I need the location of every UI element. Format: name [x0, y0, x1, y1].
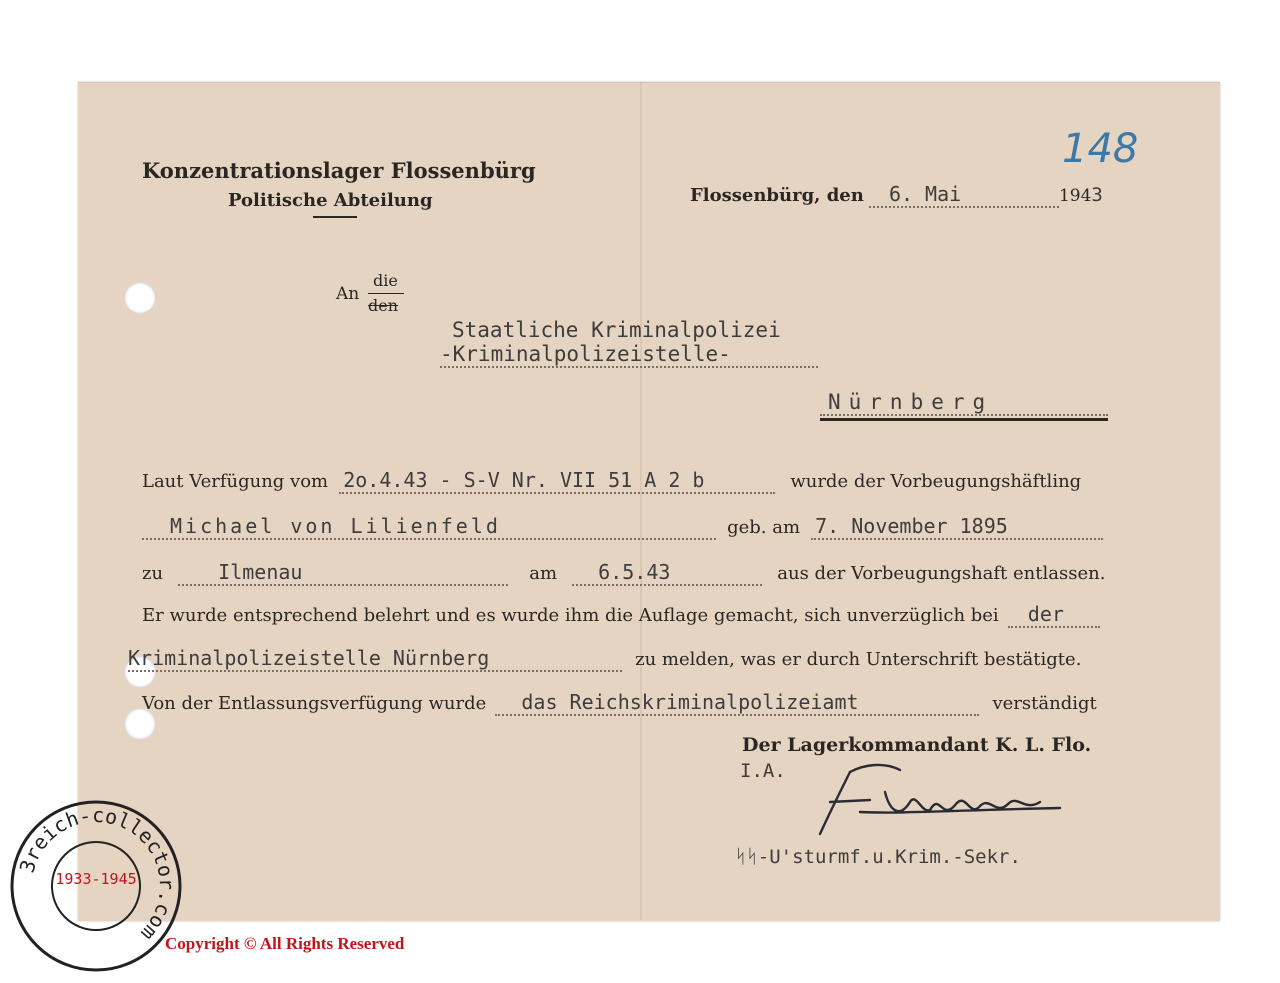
collector-stamp — [8, 798, 184, 974]
birthplace-field — [178, 560, 508, 586]
notified-field — [495, 690, 979, 716]
place-date-prefix: Flossenbürg, den — [690, 185, 864, 206]
body-line-3 — [142, 560, 1105, 586]
article-rule — [368, 293, 404, 294]
body-text: Von der Entlassungsverfügung wurde — [142, 693, 487, 714]
authority-field-start — [1008, 602, 1100, 628]
date-field — [869, 182, 1059, 208]
year-typed: 3 — [1091, 184, 1103, 206]
recipient-prefix: An — [336, 284, 360, 304]
copyright-notice: Copyright © All Rights Reserved — [165, 934, 405, 953]
release-date-field — [572, 560, 762, 586]
order-field — [339, 468, 775, 494]
paper-fold — [640, 82, 642, 920]
body-text: zu melden, was er durch Unterschrift bestätigte. — [635, 649, 1082, 670]
letterhead-department: Politische Abteilung — [228, 190, 433, 211]
punch-hole — [124, 282, 156, 314]
authority-typed: Kriminalpolizeistelle Nürnberg — [128, 646, 490, 670]
body-line-1 — [142, 468, 1081, 494]
handwritten-signature — [790, 752, 1080, 842]
place-date-line — [690, 182, 1103, 208]
recipient-line2: -Kriminalpolizeistelle- — [440, 342, 818, 368]
authority-field — [128, 646, 622, 672]
body-text: wurde der Vorbeugungshäftling — [790, 471, 1082, 492]
commandant-title: Der Lagerkommandant K. L. Flo. — [742, 734, 1092, 756]
letterhead-camp: Konzentrationslager Flossenbürg — [142, 158, 536, 183]
name-field — [142, 514, 716, 540]
stamp-ring-text: 3reich-collector.com — [14, 802, 180, 946]
recipient-line1: Staatliche Kriminalpolizei — [452, 318, 781, 342]
year-printed: 194 — [1058, 186, 1092, 206]
birthdate-field — [811, 514, 1103, 540]
authority-article-typed: der — [1027, 602, 1064, 626]
body-line-4 — [142, 602, 1100, 628]
signatory-rank: ᛋᛋ-U'sturmf.u.Krim.-Sekr. — [735, 846, 1021, 868]
order-reference-typed: 2o.4.43 - S-V Nr. VII 51 A 2 b — [343, 468, 705, 492]
birthplace-typed: Ilmenau — [218, 560, 303, 584]
body-text: geb. am — [727, 517, 801, 538]
recipient-article-struck: den — [368, 296, 399, 315]
ia-label: I.A. — [740, 760, 786, 782]
body-line-2 — [142, 514, 1103, 540]
body-text: verständigt — [992, 693, 1097, 714]
body-line-5 — [128, 646, 1081, 672]
body-line-6 — [142, 690, 1097, 716]
archive-number-handwritten: 148 — [1062, 126, 1139, 172]
city-underline — [820, 418, 1108, 421]
body-text: Er wurde entsprechend belehrt und es wurde ihm die Auflage gemacht, sich unverzüglich bei — [142, 605, 999, 626]
body-text: Laut Verfügung vom — [142, 471, 329, 492]
stamp-years: 1933-1945 — [55, 870, 137, 888]
body-text: zu — [142, 563, 164, 584]
recipient-city: Nürnberg — [820, 390, 1108, 416]
recipient-article-handwritten: die — [373, 271, 398, 290]
date-typed: 6. Mai — [888, 182, 962, 206]
prisoner-name-typed: Michael von Lilienfeld — [170, 514, 501, 538]
body-text: aus der Vorbeugungshaft entlassen. — [777, 563, 1106, 584]
birthdate-typed: 7. November 1895 — [815, 514, 1008, 538]
body-text: am — [529, 563, 558, 584]
department-underline — [313, 216, 357, 218]
notified-authority-typed: das Reichskriminalpolizeiamt — [521, 690, 859, 714]
release-date-typed: 6.5.43 — [598, 560, 671, 584]
